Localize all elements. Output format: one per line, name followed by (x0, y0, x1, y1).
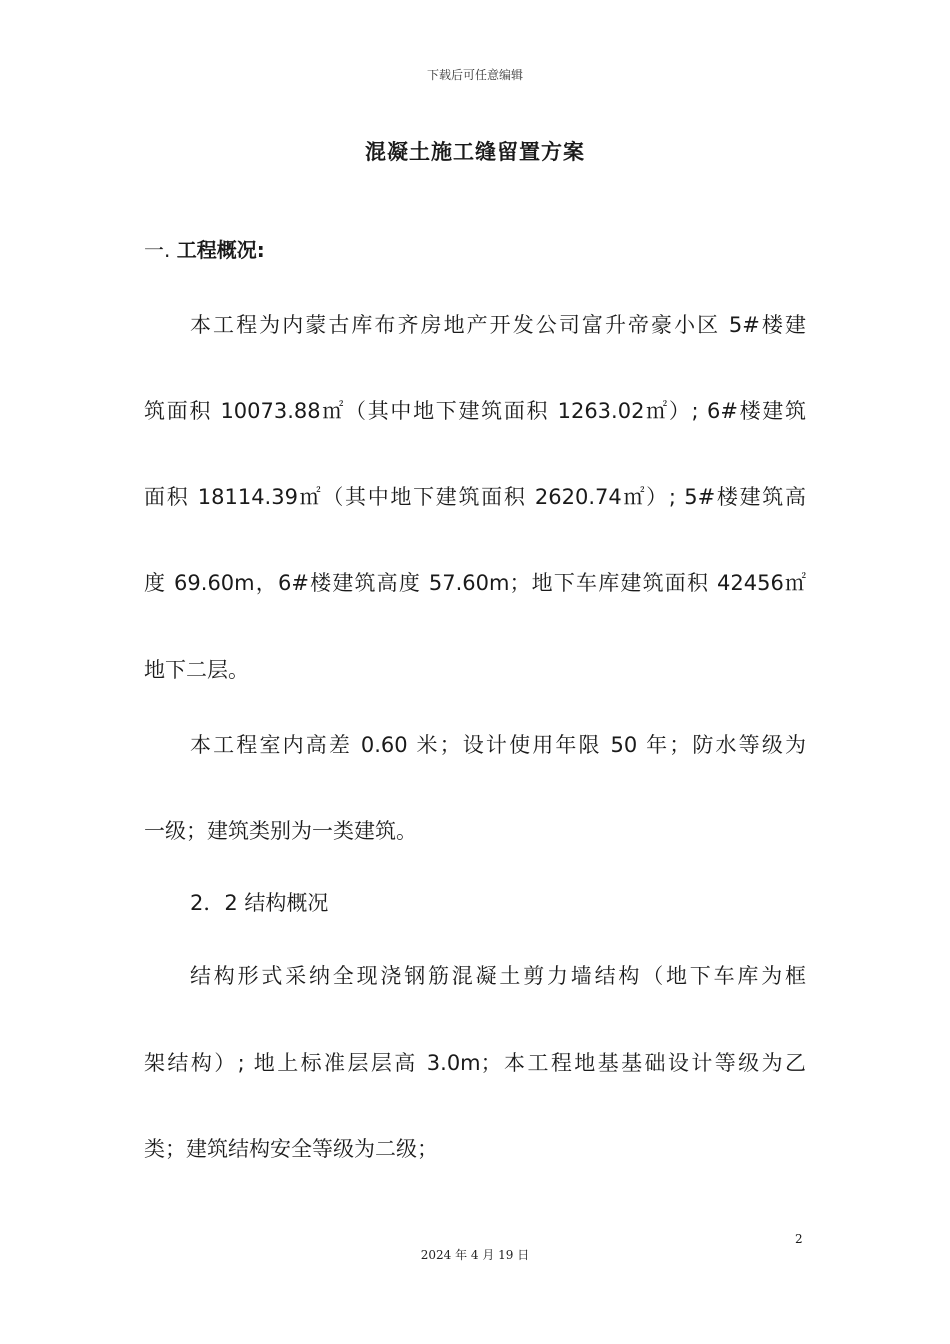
paragraph-line: 地下二层。 (144, 658, 249, 682)
paragraph-line: 本工程室内高差 0.60 米；设计使用年限 50 年；防水等级为 (190, 733, 806, 757)
paragraph-line: 度 69.60m，6#楼建筑高度 57.60m；地下车库建筑面积 42456㎡ (144, 571, 806, 595)
page-number: 2 (795, 1232, 803, 1246)
section-heading-text: 工程概况: (176, 238, 265, 262)
paragraph-line: 架结构）; 地上标准层层高 3.0m；本工程地基基础设计等级为乙 (144, 1051, 806, 1075)
paragraph-line: 结构形式采纳全现浇钢筋混凝土剪力墙结构（地下车库为框 (190, 964, 806, 988)
paragraph-line: 面积 18114.39㎡（其中地下建筑面积 2620.74㎡）; 5#楼建筑高 (144, 485, 806, 509)
paragraph-line: 类；建筑结构安全等级为二级； (144, 1137, 438, 1161)
page-footer-date: 2024 年 4 月 19 日 (420, 1248, 530, 1262)
document-title: 混凝土施工缝留置方案 (365, 140, 585, 164)
section-heading (144, 234, 265, 263)
paragraph-line: 筑面积 10073.88㎡（其中地下建筑面积 1263.02㎡）; 6#楼建筑 (144, 399, 806, 423)
subsection-heading: 2．2 结构概况 (190, 891, 329, 915)
paragraph-line: 本工程为内蒙古库布齐房地产开发公司富升帝豪小区 5#楼建 (190, 313, 806, 337)
section-number: 一. (144, 238, 171, 262)
paragraph-line: 一级；建筑类别为一类建筑。 (144, 819, 417, 843)
page-header: 下载后可任意编辑 (426, 68, 523, 82)
